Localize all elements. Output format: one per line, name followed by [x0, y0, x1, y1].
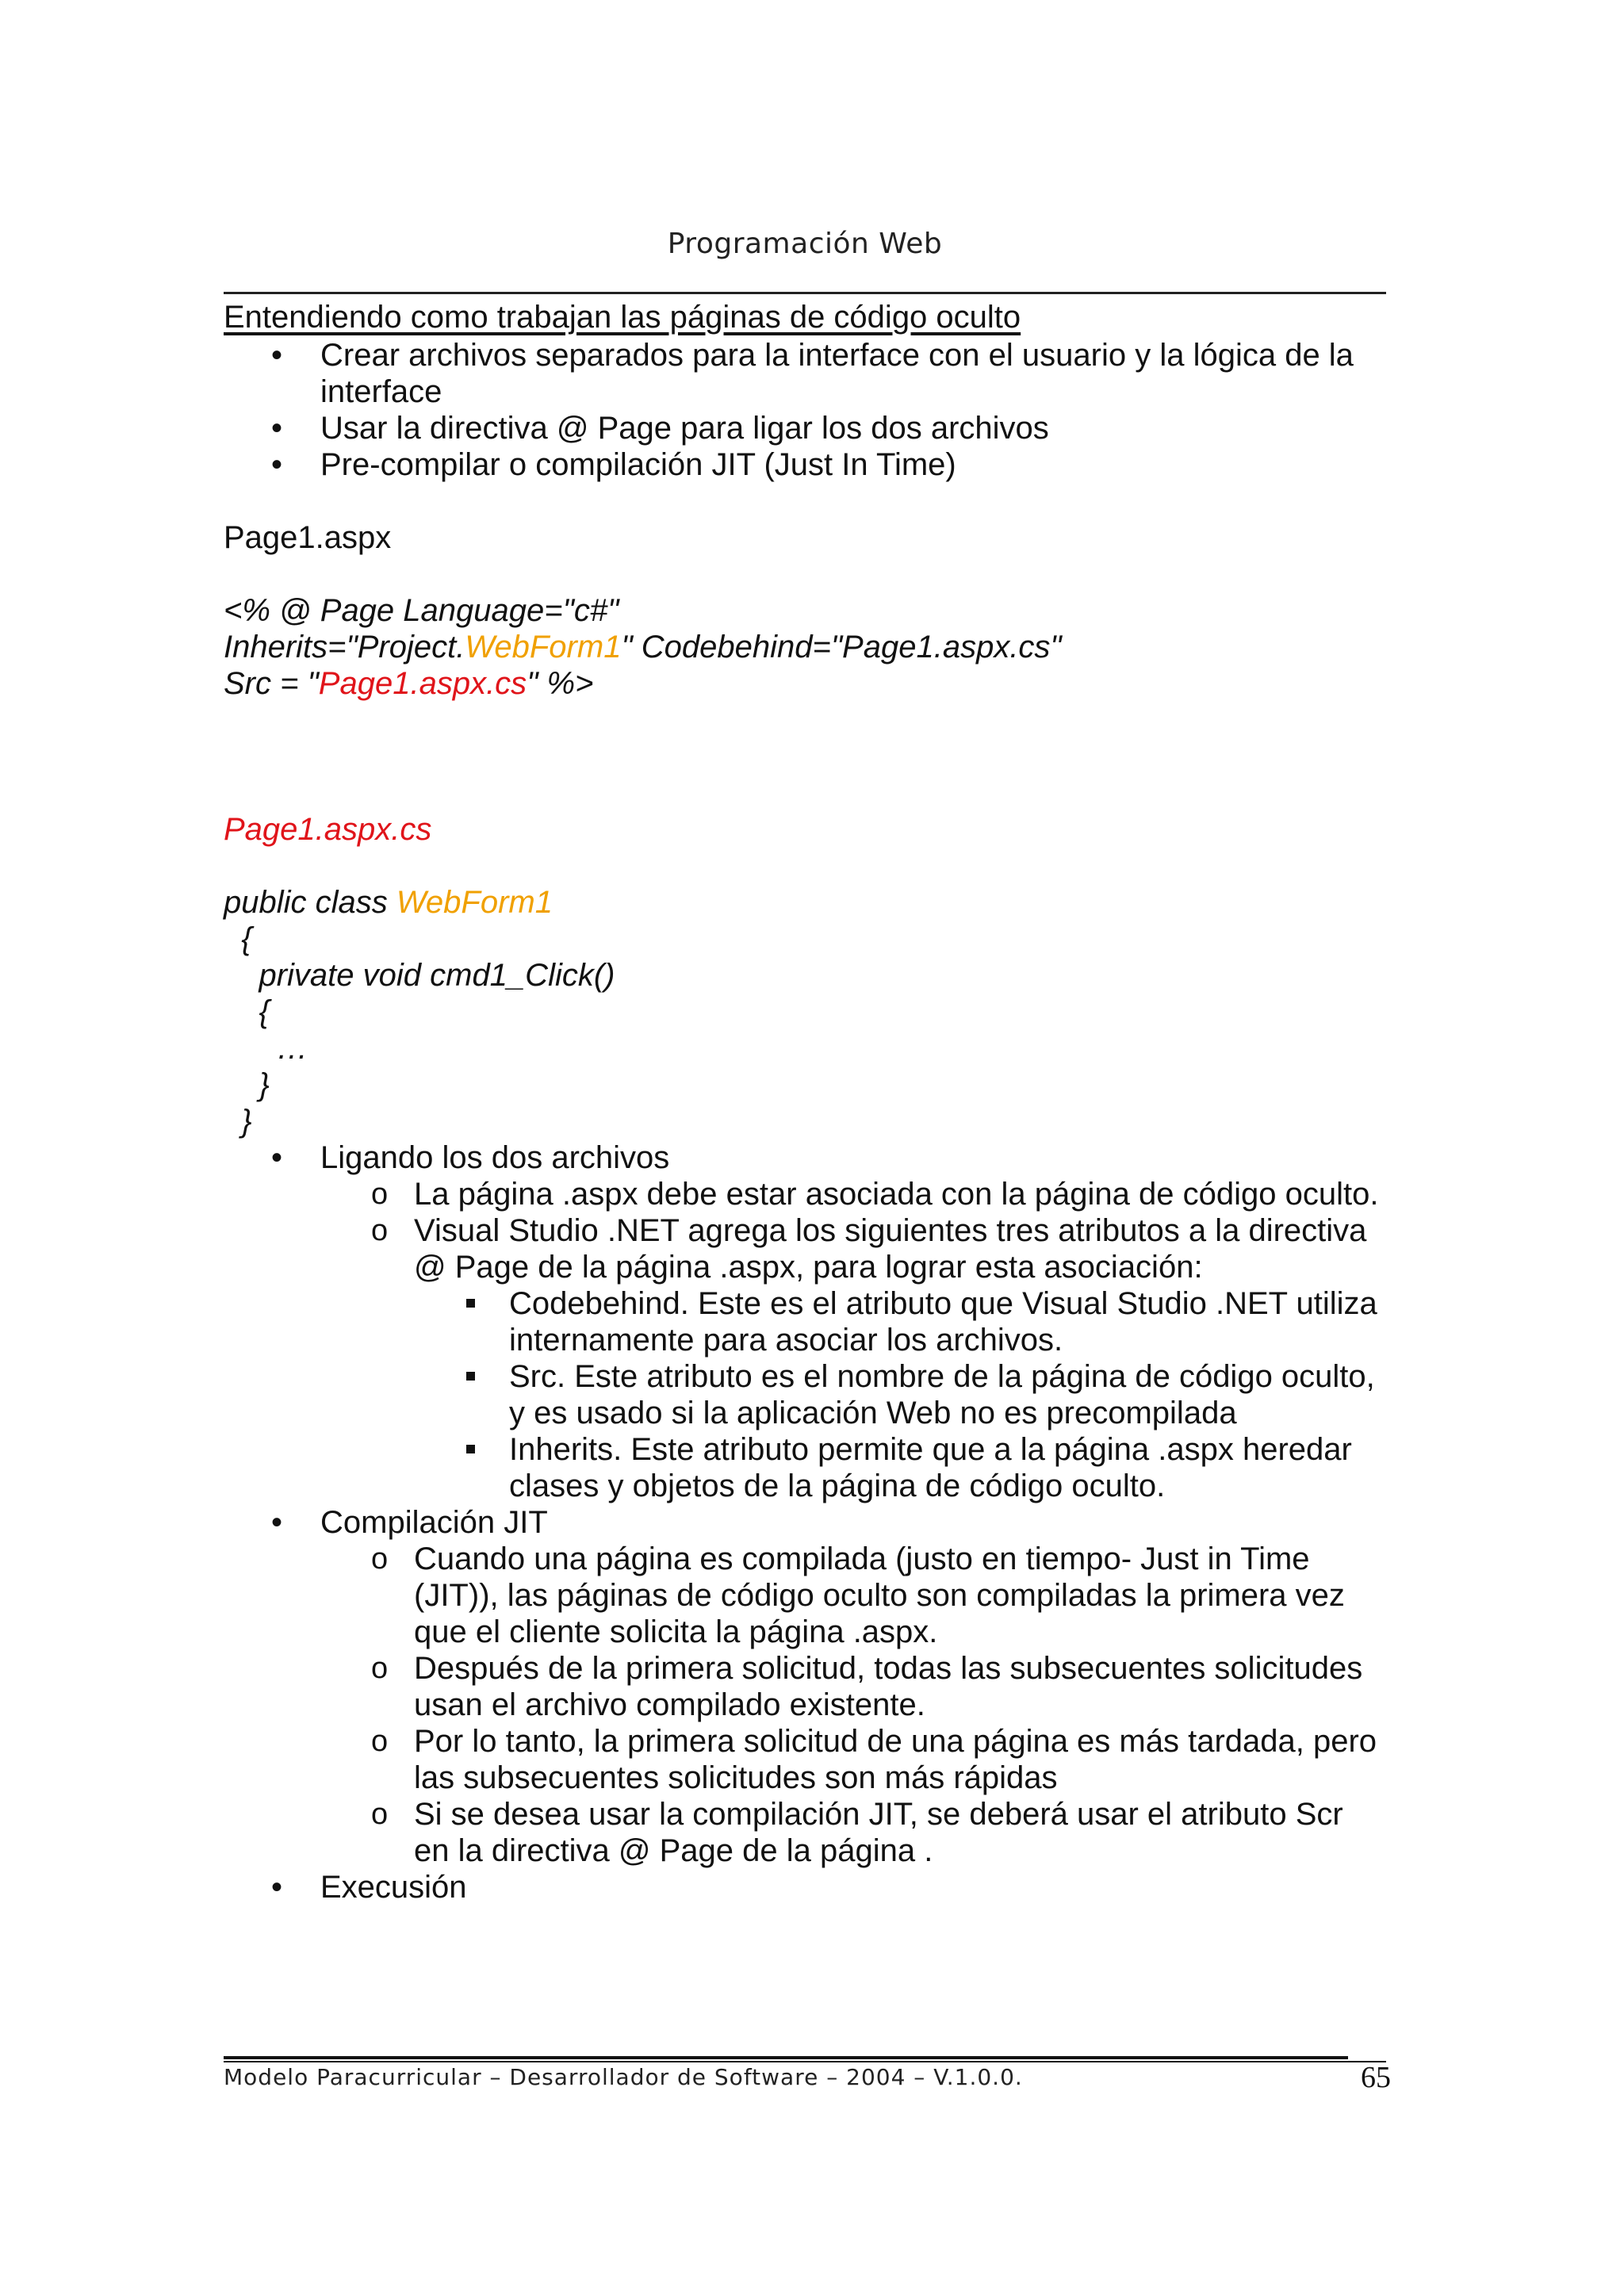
sub-list	[320, 1541, 1386, 1869]
circle-bullet-icon: o o	[371, 1652, 389, 1685]
document-page	[224, 0, 1391, 2294]
square-bullet-icon	[466, 1445, 475, 1453]
attribute-item	[414, 1285, 1386, 1358]
circle-bullet-icon: o o	[371, 1542, 389, 1576]
code-line	[224, 665, 1386, 702]
list-item-title: Ligando los dos archivos	[320, 1140, 670, 1175]
intro-bullet-list	[224, 337, 1386, 483]
sub-list-item-text: Si se desea usar la compilación JIT, se deberá usar el atributo Scr en la directiva @ Page de la página .	[414, 1797, 1343, 1868]
code-highlight: Page1.aspx.cs	[318, 666, 527, 701]
sub-list-item	[320, 1176, 1386, 1212]
footer-rule-thin	[224, 2061, 1386, 2062]
aspx-file-label: Page1.aspx	[224, 520, 392, 555]
sub-list-item-text: Cuando una página es compilada (justo en tiempo- Just in Time (JIT)), las páginas de código oculto son compiladas la primera vez que el cliente solicita la página .aspx.	[414, 1541, 1345, 1649]
list-item-jit	[224, 1504, 1386, 1869]
codebehind-class-code	[224, 884, 1386, 1139]
list-item: • Pre-compilar o compilación JIT (Just In Time)	[224, 446, 1386, 483]
code-line: {	[224, 921, 252, 956]
attribute-item-text: Codebehind. Este es el atributo que Visual Studio .NET utiliza internamente para asociar los archivos.	[509, 1286, 1377, 1358]
code-text: " Codebehind="Page1.aspx.cs"	[621, 630, 1062, 664]
code-line: }	[224, 1104, 252, 1139]
code-line	[224, 884, 1386, 921]
sub-list-item-text: Visual Studio .NET agrega los siguientes tres atributos a la directiva @ Page de la página .aspx, para lograr esta asociación:	[414, 1213, 1367, 1285]
header-rule	[224, 292, 1386, 294]
code-text: " %>	[527, 666, 594, 701]
circle-bullet-icon: o o	[371, 1798, 389, 1831]
code-text: Src = "	[224, 666, 319, 701]
circle-bullet-icon: o o	[371, 1178, 389, 1211]
attribute-list	[414, 1285, 1386, 1504]
list-item-title: Compilación JIT	[320, 1505, 548, 1540]
code-line: }	[224, 1067, 270, 1102]
code-line: …	[224, 1031, 308, 1066]
sub-list-item-text: Por lo tanto, la primera solicitud de una página es más tardada, pero las subsecuentes solicitudes son más rápidas	[414, 1724, 1377, 1795]
list-item: • Usar la directiva @ Page para ligar los dos archivos	[224, 410, 1386, 446]
circle-bullet-icon: o o	[371, 1214, 389, 1247]
list-item-linking	[224, 1139, 1386, 1504]
code-highlight: WebForm1	[396, 885, 553, 920]
list-item: • Crear archivos separados para la interface con el usuario y la lógica de la interface	[224, 337, 1386, 410]
section-title: Entendiendo como trabajan las páginas de código oculto	[224, 300, 1021, 335]
details-bullet-list	[224, 1139, 1386, 1905]
code-highlight: WebForm1	[465, 630, 622, 664]
code-line: <% @ Page Language="c#"	[224, 593, 619, 628]
page-content	[224, 297, 1386, 1905]
page-number: 65	[1361, 2061, 1391, 2094]
circle-bullet-icon: o o	[371, 1725, 389, 1758]
list-item-title: Execusión	[320, 1870, 467, 1905]
sub-list-item	[320, 1723, 1386, 1796]
code-text: Inherits="Project.	[224, 630, 465, 664]
code-text: public class	[224, 885, 396, 920]
codebehind-file-label: Page1.aspx.cs	[224, 812, 432, 847]
sub-list-item	[320, 1796, 1386, 1869]
attribute-item	[414, 1431, 1386, 1504]
sub-list-item-text: La página .aspx debe estar asociada con la página de código oculto.	[414, 1177, 1379, 1212]
sub-list-item	[320, 1650, 1386, 1723]
sub-list	[320, 1176, 1386, 1504]
square-bullet-icon	[466, 1372, 475, 1381]
sub-list-item-text: Después de la primera solicitud, todas las subsecuentes solicitudes usan el archivo compilado existente.	[414, 1651, 1363, 1722]
sub-list-item	[320, 1212, 1386, 1504]
square-bullet-icon	[466, 1299, 475, 1308]
footer-text: Modelo Paracurricular – Desarrollador de Software – 2004 – V.1.0.0.	[224, 2064, 1023, 2090]
attribute-item-text: Src. Este atributo es el nombre de la página de código oculto, y es usado si la aplicación Web no es precompilada	[509, 1359, 1375, 1430]
sub-list-item	[320, 1541, 1386, 1650]
footer-rule	[224, 2056, 1348, 2059]
attribute-item	[414, 1358, 1386, 1431]
running-header: Programación Web	[667, 228, 943, 260]
list-item-execution	[224, 1869, 1386, 1905]
code-line	[224, 629, 1386, 665]
code-line: private void cmd1_Click()	[224, 958, 615, 993]
code-line: {	[224, 994, 270, 1029]
attribute-item-text: Inherits. Este atributo permite que a la página .aspx heredar clases y objetos de la página de código oculto.	[509, 1432, 1352, 1503]
aspx-directive-code	[224, 592, 1386, 702]
